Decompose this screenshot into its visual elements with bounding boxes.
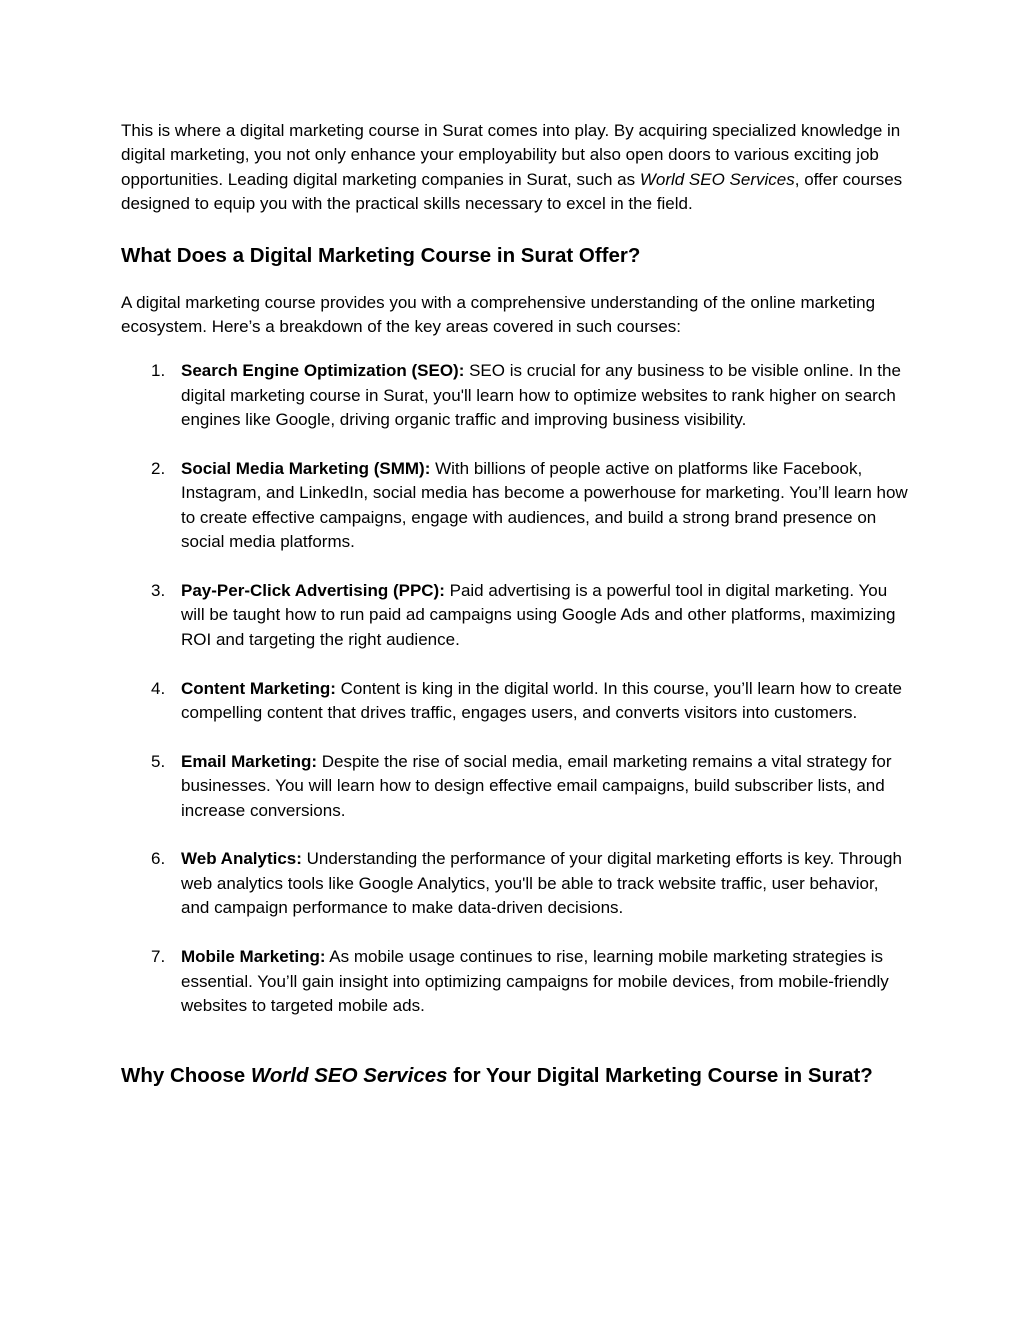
offer-paragraph: A digital marketing course provides you with a comprehensive understanding of the online marketing ecosystem. Here’s a breakdown of the key areas covered in such courses: bbox=[121, 292, 876, 337]
list-item-text: Paid advertising is a powerful tool in digital marketing. You will be taught how to run paid ad campaigns using Google Ads and other platforms, maximizing ROI and targeting the right audience. bbox=[181, 581, 896, 649]
list-item bbox=[121, 945, 911, 1018]
intro-text-part2: , offer courses designed to equip you with the practical skills necessary to excel in the field. bbox=[121, 169, 903, 214]
list-item-text: With billions of people active on platforms like Facebook, Instagram, and LinkedIn, social media has become a powerhouse for marketing. You’ll learn how to create effective campaigns, engage with audiences, and build a strong brand presence on social media platforms. bbox=[181, 459, 908, 552]
list-item bbox=[121, 359, 911, 432]
list-item-text: Despite the rise of social media, email marketing remains a vital strategy for businesses. You will learn how to design effective email campaigns, build subscriber lists, and increase conversions. bbox=[181, 751, 892, 820]
list-item-title: Email Marketing: bbox=[181, 751, 318, 771]
list-item-title: Content Marketing: bbox=[181, 678, 336, 698]
intro-paragraph bbox=[121, 119, 911, 217]
intro-text-part1: This is where a digital marketing course in Surat comes into play. By acquiring specialized knowledge in digital marketing, you not only enhance your employability but also open doors to various exciting job opportunities. Leading digital marketing companies in Surat, such as bbox=[121, 121, 901, 189]
list-item bbox=[121, 579, 911, 652]
intro-company-name: World SEO Services bbox=[639, 169, 795, 189]
list-item bbox=[121, 457, 911, 555]
list-item-title: Web Analytics: bbox=[181, 849, 302, 869]
list-item-text: SEO is crucial for any business to be visible online. In the digital marketing course in Surat, you'll learn how to optimize websites to rank higher on search engines like Google, driving organic traffic and improving business visibility. bbox=[181, 361, 901, 430]
section-heading-why bbox=[121, 1062, 911, 1091]
list-item-title: Mobile Marketing: bbox=[181, 947, 326, 967]
list-item bbox=[121, 750, 911, 823]
list-item bbox=[121, 677, 911, 726]
course-topics-list bbox=[121, 359, 911, 1018]
heading-why-part2: for Your Digital Marketing Course in Surat? bbox=[447, 1064, 873, 1088]
list-item-number: 3. bbox=[151, 581, 166, 601]
heading-why-company-name: World SEO Services bbox=[250, 1064, 448, 1088]
section-heading-offer: What Does a Digital Marketing Course in Surat Offer? bbox=[121, 243, 641, 267]
list-item-text: As mobile usage continues to rise, learning mobile marketing strategies is essential. You’ll gain insight into optimizing campaigns for mobile devices, from mobile-friendly websites to targeted mobile ads. bbox=[181, 947, 889, 1015]
list-item-title: Pay-Per-Click Advertising (PPC): bbox=[181, 581, 445, 601]
heading-why-part1: Why Choose bbox=[121, 1064, 251, 1088]
list-item bbox=[121, 847, 911, 920]
list-item-text: Understanding the performance of your digital marketing efforts is key. Through web analytics tools like Google Analytics, you'll be able to track website traffic, user behavior, and campaign performance to make data-driven decisions. bbox=[181, 849, 902, 918]
list-item-number: 7. bbox=[151, 947, 166, 967]
list-item-title: Social Media Marketing (SMM): bbox=[181, 459, 431, 479]
list-item-text: Content is king in the digital world. In this course, you’ll learn how to create compelling content that drives traffic, engages users, and converts visitors into customers. bbox=[181, 678, 902, 723]
list-item-number: 1. bbox=[151, 361, 166, 381]
list-item-number: 4. bbox=[151, 678, 166, 698]
list-item-number: 5. bbox=[151, 751, 166, 771]
list-item-number: 6. bbox=[151, 849, 166, 869]
list-item-number: 2. bbox=[151, 459, 166, 479]
list-item-title: Search Engine Optimization (SEO): bbox=[181, 361, 465, 381]
document-page bbox=[121, 119, 911, 1091]
